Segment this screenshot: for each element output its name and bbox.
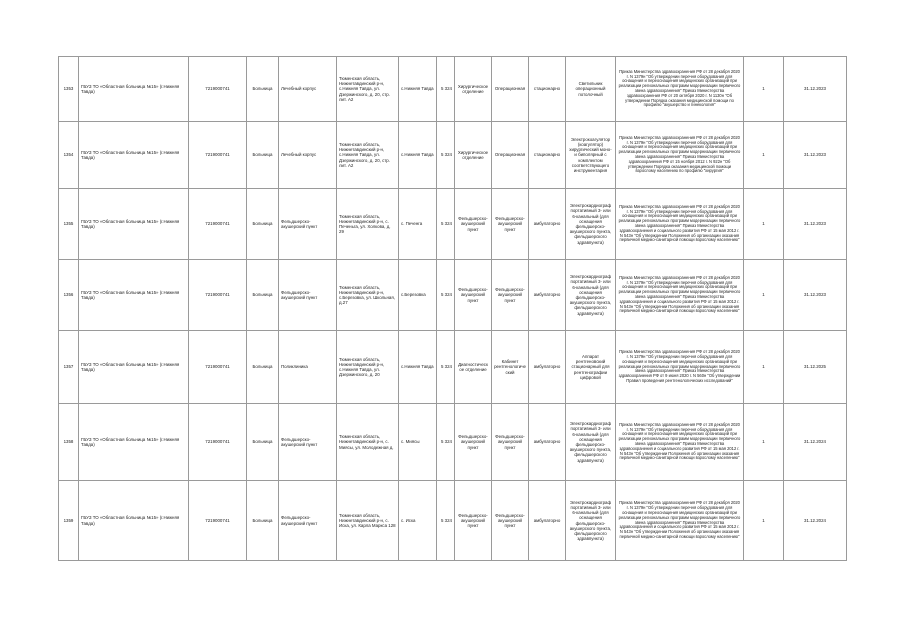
unit-name-cell: Поликлиника: [279, 331, 337, 404]
legal-basis-cell: Приказ Министерства здравоохранения РФ от 28 декабря 2020 г. N 1379н "Об утверждении перечня оборудования для оснащения и переоснащения медицинских организаций при реализации региональных программ модернизации первичного звена здравоохранения" Приказ Министерства здравоохранения и социального развития РФ от 15 мая 2012 г. N 543н "Об утверждении Положения об организации оказания первичной медико-санитарной помощи взрослому населению": [616, 481, 744, 561]
care-form-cell: стационарно: [529, 122, 566, 189]
equipment-name-cell: Электрокардиограф портативный 3- или 6-канальный (для оснащения фельдшерско-акушерского пункта, фельдшерского здравпункта): [566, 189, 616, 260]
table-row: [59, 189, 847, 260]
row-number-cell: 1353: [59, 57, 79, 122]
unit-name-cell: Фельдшерско-акушерский пункт: [279, 260, 337, 331]
inn-code-cell: 7219000741: [189, 481, 247, 561]
room-type-cell: Фельдшерско-акушерский пункт: [492, 189, 529, 260]
equipment-table: [58, 56, 847, 561]
table-row: [59, 331, 847, 404]
organization-name-cell: ГБУЗ ТО «Областная больница №15» (г.Нижняя Тавда): [79, 481, 189, 561]
address-cell: Тюменская область, Нижнетавдинский р-н, с.Нижняя Тавда, ул. Дзержинского, д. 20: [337, 331, 399, 404]
deadline-date-cell: 31.12.2023: [784, 189, 847, 260]
address-cell: Тюменская область, Нижнетавдинский р-н, с.Нижняя Тавда, ул. Дзержинского, д. 20, стр. лит. А2: [337, 57, 399, 122]
organization-name-cell: ГБУЗ ТО «Областная больница №15» (г.Нижняя Тавда): [79, 404, 189, 481]
quantity-cell: 1: [744, 481, 784, 561]
care-form-cell: амбулаторно: [529, 260, 566, 331]
unit-name-cell: Фельдшерско-акушерский пункт: [279, 481, 337, 561]
institution-type-cell: Больница: [247, 189, 279, 260]
room-type-cell: Операционная: [492, 122, 529, 189]
legal-basis-cell: Приказ Министерства здравоохранения РФ от 28 декабря 2020 г. N 1379н "Об утверждении перечня оборудования для оснащения и переоснащения медицинских организаций при реализации региональных программ модернизации первичного звена здравоохранения" Приказ Министерства здравоохранения и социального развития РФ от 15 мая 2012 г. N 543н "Об утверждении Положения об организации оказания первичной медико-санитарной помощи взрослому населению": [616, 189, 744, 260]
care-form-cell: амбулаторно: [529, 404, 566, 481]
department-cell: Фельдшерско-акушерский пункт: [455, 260, 492, 331]
deadline-date-cell: 31.12.2024: [784, 481, 847, 561]
room-type-cell: Фельдшерско-акушерский пункт: [492, 481, 529, 561]
inn-code-cell: 7219000741: [189, 189, 247, 260]
care-form-cell: амбулаторно: [529, 189, 566, 260]
equipment-name-cell: Электрокардиограф портативный 3- или 6-канальный (для оснащения фельдшерско-акушерского пункта, фельдшерского здравпункта): [566, 481, 616, 561]
care-form-cell: амбулаторно: [529, 331, 566, 404]
department-cell: Фельдшерско-акушерский пункт: [455, 189, 492, 260]
settlement-cell: с.Березовка: [399, 260, 437, 331]
legal-basis-cell: Приказ Министерства здравоохранения РФ от 28 декабря 2020 г. N 1379н "Об утверждении перечня оборудования для оснащения и переоснащения медицинских организаций при реализации региональных программ модернизации первичного звена здравоохранения" Приказ Министерства здравоохранения РФ от 20 октября 2020 г. N 1130н "Об утверждении Порядка оказания медицинской помощи по профилю "акушерство и гинекология": [616, 57, 744, 122]
inn-code-cell: 7219000741: [189, 260, 247, 331]
department-cell: Хирургическое отделение: [455, 122, 492, 189]
room-type-cell: Фельдшерско-акушерский пункт: [492, 260, 529, 331]
quantity-cell: 1: [744, 189, 784, 260]
equipment-name-cell: Электрокардиограф портативный 3- или 6-канальный (для оснащения фельдшерско-акушерского пункта, фельдшерского здравпункта): [566, 260, 616, 331]
institution-type-cell: Больница: [247, 260, 279, 331]
organization-name-cell: ГБУЗ ТО «Областная больница №15» (г.Нижняя Тавда): [79, 260, 189, 331]
okato-code-cell: 5 324: [437, 331, 455, 404]
settlement-cell: с.Нижняя Тавда: [399, 122, 437, 189]
legal-basis-cell: Приказ Министерства здравоохранения РФ от 28 декабря 2020 г. N 1379н "Об утверждении перечня оборудования для оснащения и переоснащения медицинских организаций при реализации региональных программ модернизации первичного звена здравоохранения" Приказ Министерства здравоохранения и социального развития РФ от 15 мая 2012 г. N 543н "Об утверждении Положения об организации оказания первичной медико-санитарной помощи взрослому населению": [616, 260, 744, 331]
deadline-date-cell: 31.12.2024: [784, 404, 847, 481]
department-cell: Фельдшерско-акушерский пункт: [455, 481, 492, 561]
quantity-cell: 1: [744, 260, 784, 331]
address-cell: Тюменская область, Нижнетавдинский р-н, с. Миясы, ул. Молодежная д.: [337, 404, 399, 481]
inn-code-cell: 7219000741: [189, 57, 247, 122]
institution-type-cell: Больница: [247, 481, 279, 561]
room-type-cell: Операционная: [492, 57, 529, 122]
organization-name-cell: ГБУЗ ТО «Областная больница №15» (г.Нижняя Тавда): [79, 57, 189, 122]
deadline-date-cell: 31.12.2023: [784, 57, 847, 122]
inn-code-cell: 7219000741: [189, 122, 247, 189]
address-cell: Тюменская область, Нижнетавдинский р-н, с.Нижняя Тавда, ул. Дзержинского, д. 20, стр. лит. А2: [337, 122, 399, 189]
equipment-name-cell: Электрокардиограф портативный 3- или 6-канальный (для оснащения фельдшерско-акушерского пункта, фельдшерского здравпункта): [566, 404, 616, 481]
table-row: [59, 404, 847, 481]
address-cell: Тюменская область, Нижнетавдинский р-н, с. Иска, ул. Карла Маркса 128: [337, 481, 399, 561]
row-number-cell: 1356: [59, 260, 79, 331]
institution-type-cell: Больница: [247, 122, 279, 189]
okato-code-cell: 5 324: [437, 189, 455, 260]
department-cell: Хирургическое отделение: [455, 57, 492, 122]
settlement-cell: с. Миясы: [399, 404, 437, 481]
unit-name-cell: Фельдшерско-акушерский пункт: [279, 404, 337, 481]
equipment-name-cell: Светильник операционный потолочный: [566, 57, 616, 122]
unit-name-cell: Лечебный корпус: [279, 122, 337, 189]
care-form-cell: амбулаторно: [529, 481, 566, 561]
institution-type-cell: Больница: [247, 57, 279, 122]
quantity-cell: 1: [744, 331, 784, 404]
care-form-cell: стационарно: [529, 57, 566, 122]
address-cell: Тюменская область, Нижнетавдинский р-н, с.Березовка, ул. Школьная, д.27: [337, 260, 399, 331]
table-row: [59, 57, 847, 122]
unit-name-cell: Фельдшерско-акушерский пункт: [279, 189, 337, 260]
room-type-cell: Кабинет рентгенологический: [492, 331, 529, 404]
quantity-cell: 1: [744, 122, 784, 189]
settlement-cell: с. Печенга: [399, 189, 437, 260]
organization-name-cell: ГБУЗ ТО «Областная больница №15» (г.Нижняя Тавда): [79, 122, 189, 189]
inn-code-cell: 7219000741: [189, 404, 247, 481]
quantity-cell: 1: [744, 57, 784, 122]
okato-code-cell: 5 324: [437, 404, 455, 481]
deadline-date-cell: 31.12.2023: [784, 260, 847, 331]
settlement-cell: с.Нижняя Тавда: [399, 331, 437, 404]
settlement-cell: с. Иска: [399, 481, 437, 561]
department-cell: Фельдшерско-акушерский пункт: [455, 404, 492, 481]
okato-code-cell: 5 324: [437, 122, 455, 189]
unit-name-cell: Лечебный корпус: [279, 57, 337, 122]
row-number-cell: 1357: [59, 331, 79, 404]
equipment-name-cell: Электрокоагулятор (коагулятор) хирургический моно- и биполярный с комплектом соответствующего инструментария: [566, 122, 616, 189]
table-row: [59, 481, 847, 561]
settlement-cell: с.Нижняя Тавда: [399, 57, 437, 122]
okato-code-cell: 5 324: [437, 57, 455, 122]
address-cell: Тюменская область, Нижнетавдинский р-н, с. Печеньга, ул. Холкова, д. 29: [337, 189, 399, 260]
equipment-name-cell: Аппарат рентгеновский стационарный для рентгенографии цифровой: [566, 331, 616, 404]
row-number-cell: 1359: [59, 481, 79, 561]
legal-basis-cell: Приказ Министерства здравоохранения РФ от 28 декабря 2020 г. N 1379н "Об утверждении перечня оборудования для оснащения и переоснащения медицинских организаций при реализации региональных программ модернизации первичного звена здравоохранения" Приказ Министерства здравоохранения РФ от 15 ноября 2012 г. N 922н "Об утверждении Порядка оказания медицинской помощи взрослому населению по профилю "хирургия": [616, 122, 744, 189]
institution-type-cell: Больница: [247, 331, 279, 404]
table-row: [59, 122, 847, 189]
okato-code-cell: 5 324: [437, 481, 455, 561]
institution-type-cell: Больница: [247, 404, 279, 481]
department-cell: Диагностическое отделение: [455, 331, 492, 404]
table-row: [59, 260, 847, 331]
row-number-cell: 1354: [59, 122, 79, 189]
organization-name-cell: ГБУЗ ТО «Областная больница №15» (г.Нижняя Тавда): [79, 331, 189, 404]
deadline-date-cell: 31.12.2025: [784, 331, 847, 404]
inn-code-cell: 7219000741: [189, 331, 247, 404]
row-number-cell: 1355: [59, 189, 79, 260]
legal-basis-cell: Приказ Министерства здравоохранения РФ от 28 декабря 2020 г. N 1379н "Об утверждении перечня оборудования для оснащения и переоснащения медицинских организаций при реализации региональных программ модернизации первичного звена здравоохранения" Приказ Министерства здравоохранения и социального развития РФ от 15 мая 2012 г. N 543н "Об утверждении Положения об организации оказания первичной медико-санитарной помощи взрослому населению": [616, 404, 744, 481]
legal-basis-cell: Приказ Министерства здравоохранения РФ от 28 декабря 2020 г. N 1379н "Об утверждении перечня оборудования для оснащения и переоснащения медицинских организаций при реализации региональных программ модернизации первичного звена здравоохранения" Приказ Министерства здравоохранения РФ от 9 июня 2020 г. N 560н "Об утверждении Правил проведения рентгенологических исследований": [616, 331, 744, 404]
deadline-date-cell: 31.12.2023: [784, 122, 847, 189]
quantity-cell: 1: [744, 404, 784, 481]
room-type-cell: Фельдшерско-акушерский пункт: [492, 404, 529, 481]
row-number-cell: 1358: [59, 404, 79, 481]
okato-code-cell: 5 324: [437, 260, 455, 331]
organization-name-cell: ГБУЗ ТО «Областная больница №15» (г.Нижняя Тавда): [79, 189, 189, 260]
